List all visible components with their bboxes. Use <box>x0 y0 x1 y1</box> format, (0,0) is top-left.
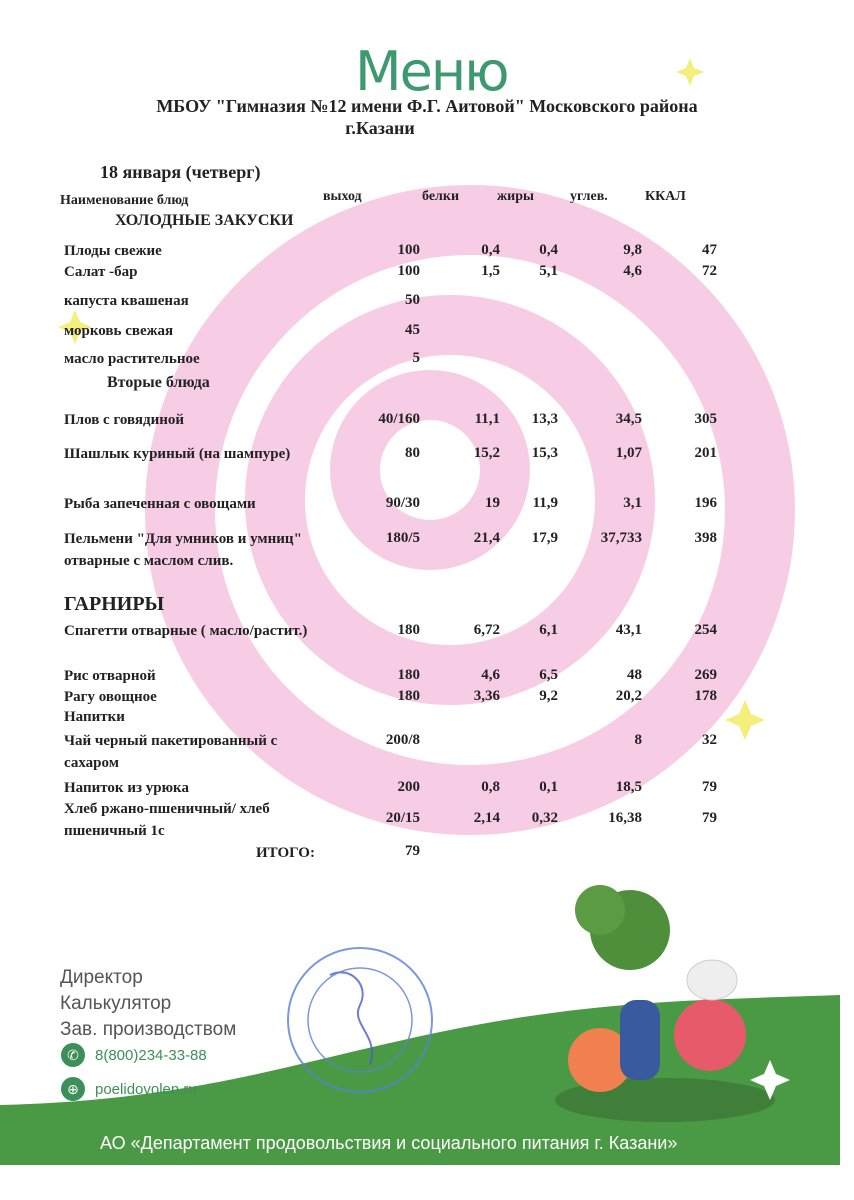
cell-out: 180 <box>397 622 420 638</box>
cell-p: 15,2 <box>473 445 500 461</box>
cell-f: 15,3 <box>531 445 558 461</box>
cell-out: 80 <box>405 445 420 461</box>
cell-k: 305 <box>694 411 717 427</box>
section-drinks: Напитки <box>64 709 125 725</box>
cell-p: 2,14 <box>473 810 500 826</box>
cell-f: 9,2 <box>539 688 558 704</box>
section-second: Вторые блюда <box>107 374 210 391</box>
cell-k: 201 <box>694 445 717 461</box>
cell-f: 11,9 <box>532 495 558 511</box>
cell-c: 8 <box>634 732 642 748</box>
phone-number[interactable]: 8(800)234-33-88 <box>95 1046 207 1064</box>
dish-name: Рыба запеченная с овощами <box>64 496 256 512</box>
col-carbs: углев. <box>570 189 608 204</box>
cell-k: 79 <box>702 779 717 795</box>
role-calculator: Калькулятор <box>60 993 172 1014</box>
phone-row <box>61 1043 207 1067</box>
star-icon <box>676 58 704 86</box>
menu-logo: Меню <box>355 40 508 103</box>
cell-k: 32 <box>702 732 717 748</box>
cell-f: 13,3 <box>531 411 558 427</box>
cell-f: 0,32 <box>531 810 558 826</box>
cell-c: 37,733 <box>600 530 642 546</box>
cell-f: 5,1 <box>539 263 558 279</box>
dish-name: капуста квашеная <box>64 293 189 309</box>
cell-out: 100 <box>397 263 420 279</box>
website-link[interactable]: poelidovolen.ru <box>95 1080 197 1098</box>
globe-icon: ⊕ <box>61 1077 85 1101</box>
cell-k: 196 <box>694 495 717 511</box>
col-output: выход <box>323 189 362 204</box>
cell-f: 6,5 <box>539 667 558 683</box>
section-garnish: ГАРНИРЫ <box>64 593 165 615</box>
cell-out: 180 <box>397 688 420 704</box>
phone-icon: ✆ <box>61 1043 85 1067</box>
cell-c: 48 <box>627 667 642 683</box>
cell-out: 180 <box>397 667 420 683</box>
cell-c: 3,1 <box>623 495 642 511</box>
role-director: Директор <box>60 967 143 988</box>
cell-c: 4,6 <box>623 263 642 279</box>
col-kcal: ККАЛ <box>645 189 686 204</box>
cell-out: 5 <box>412 350 420 366</box>
school-city: г.Казани <box>345 118 415 138</box>
cell-c: 16,38 <box>608 810 642 826</box>
roles-list <box>60 965 236 1043</box>
cell-p: 0,4 <box>481 242 500 258</box>
cell-out: 180/5 <box>385 530 420 546</box>
cell-p: 6,72 <box>473 622 500 638</box>
total-value: 79 <box>405 843 420 859</box>
col-protein: белки <box>422 189 460 204</box>
cell-f: 0,4 <box>539 242 558 258</box>
cell-c: 34,5 <box>615 411 642 427</box>
dish-name: морковь свежая <box>64 323 174 339</box>
dish-name: Салат -бар <box>64 264 138 280</box>
total-label: ИТОГО: <box>256 845 315 861</box>
cell-out: 200 <box>397 779 420 795</box>
cell-c: 9,8 <box>623 242 642 258</box>
cell-k: 72 <box>702 263 717 279</box>
cell-f: 6,1 <box>539 622 558 638</box>
cell-p: 0,8 <box>481 779 500 795</box>
dish-name: Плоды свежие <box>64 243 162 259</box>
cell-f: 0,1 <box>539 779 558 795</box>
cell-k: 79 <box>702 810 717 826</box>
cell-p: 1,5 <box>481 263 500 279</box>
cell-out: 100 <box>397 242 420 258</box>
dish-name: масло растительное <box>64 351 200 367</box>
dish-name: Хлеб ржано-пшеничный/ хлеб пшеничный 1с <box>64 801 270 839</box>
dish-name: Напиток из урюка <box>64 780 189 796</box>
cell-k: 254 <box>694 622 717 638</box>
cell-out: 200/8 <box>385 732 420 748</box>
cell-c: 18,5 <box>615 779 642 795</box>
cell-out: 90/30 <box>385 495 420 511</box>
dish-name: Спагетти отварные ( масло/растит.) <box>64 623 308 639</box>
col-name: Наименование блюд <box>60 193 189 208</box>
cell-f: 17,9 <box>531 530 558 546</box>
cell-p: 11,1 <box>474 411 500 427</box>
cell-k: 47 <box>702 242 717 258</box>
dish-name: Шашлык куриный (на шампуре) <box>64 446 291 462</box>
cell-k: 178 <box>694 688 717 704</box>
dish-name: Рис отварной <box>64 668 156 684</box>
dish-name: Чай черный пакетированный с сахаром <box>64 733 278 771</box>
cell-out: 40/160 <box>378 411 420 427</box>
dish-name: Пельмени "Для умников и умниц" отварные с маслом слив. <box>64 531 302 569</box>
dish-name: Рагу овощное <box>64 689 157 705</box>
col-fat: жиры <box>497 189 534 204</box>
school-name: МБОУ "Гимназия №12 имени Ф.Г. Аитовой" Московского района <box>156 96 698 116</box>
cell-p: 21,4 <box>473 530 500 546</box>
cell-out: 45 <box>405 322 420 338</box>
cell-c: 20,2 <box>615 688 642 704</box>
menu-date: 18 января (четверг) <box>100 162 261 182</box>
cell-c: 1,07 <box>615 445 642 461</box>
cell-p: 4,6 <box>481 667 500 683</box>
website-row <box>61 1077 197 1101</box>
star-icon <box>725 700 765 740</box>
role-production-head: Зав. производством <box>60 1019 237 1040</box>
cell-p: 19 <box>485 495 500 511</box>
cell-out: 50 <box>405 292 420 308</box>
section-cold: ХОЛОДНЫЕ ЗАКУСКИ <box>115 212 294 229</box>
company-name: АО «Департамент продовольствия и социального питания г. Казани» <box>100 1133 678 1153</box>
cell-c: 43,1 <box>615 622 642 638</box>
cell-out: 20/15 <box>385 810 420 826</box>
cell-p: 3,36 <box>473 688 500 704</box>
cell-k: 269 <box>694 667 717 683</box>
cell-k: 398 <box>694 530 717 546</box>
dish-name: Плов с говядиной <box>64 412 185 428</box>
